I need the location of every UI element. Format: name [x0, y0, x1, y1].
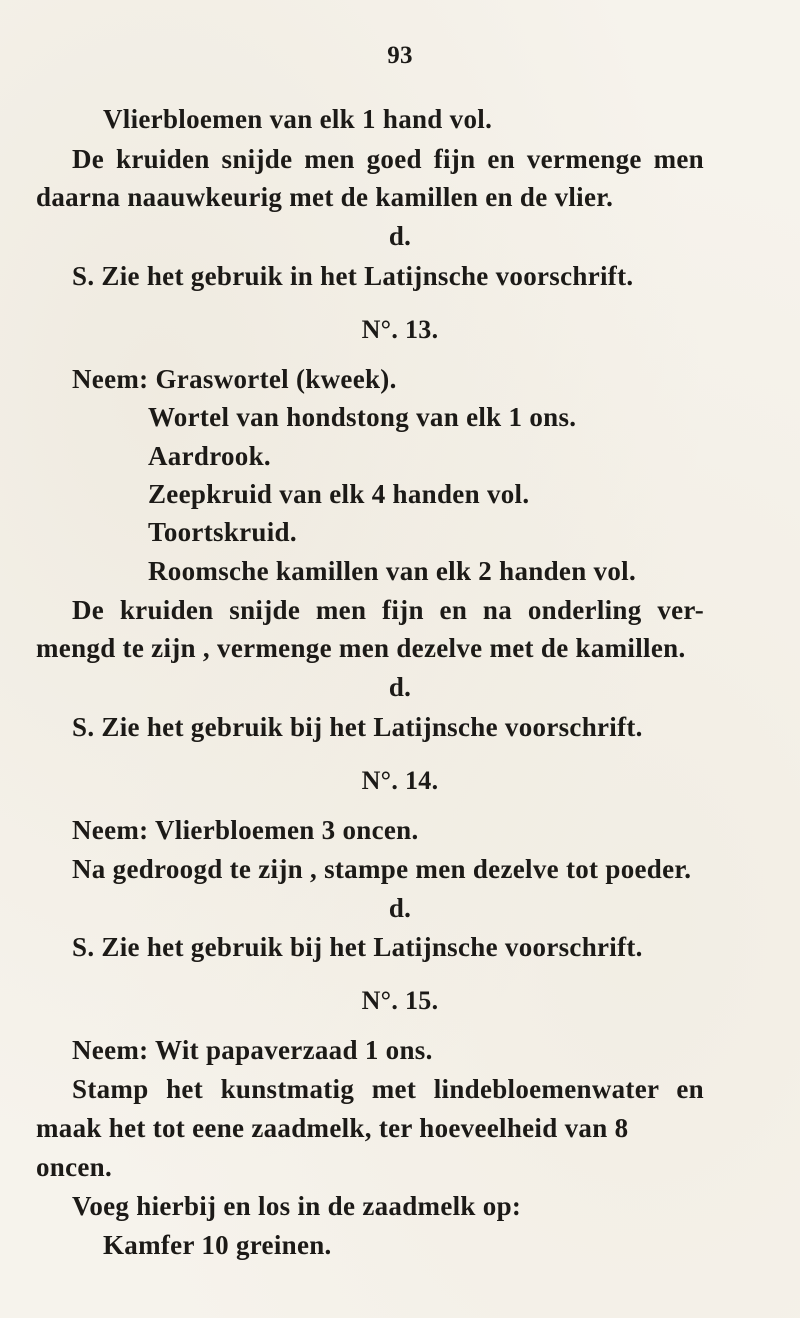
text-line: Stamp het kunstmatig met lindebloemenwater en [72, 1074, 704, 1104]
text-line: mengd te zijn , vermenge men dezelve met de kamillen. [36, 633, 686, 663]
text-line: Wortel van hondstong van elk 1 ons. [148, 402, 577, 432]
text-line: Aardrook. [148, 441, 271, 471]
text-line: Neem: Wit papaverzaad 1 ons. [72, 1035, 433, 1065]
recipe-dispense-mark: d. [388, 221, 412, 251]
text-line: Vlierbloemen van elk 1 hand vol. [103, 104, 493, 134]
page-number: 93 [387, 42, 413, 69]
text-line: De kruiden snijde men goed fijn en vermenge men [72, 144, 704, 174]
text-line: Neem: Graswortel (kweek). [72, 364, 397, 394]
text-line: daarna naauwkeurig met de kamillen en de vlier. [36, 182, 614, 212]
text-line: maak het tot eene zaadmelk, ter hoeveelheid van 8 [36, 1113, 629, 1143]
text-line: Neem: Vlierbloemen 3 oncen. [72, 815, 419, 845]
recipe-dispense-mark: d. [388, 672, 412, 702]
text-line: Roomsche kamillen van elk 2 handen vol. [148, 556, 637, 586]
text-line: De kruiden snijde men fijn en na onderling ver- [72, 595, 704, 625]
recipe-heading-15: N°. 15. [361, 986, 439, 1015]
recipe-heading-14: N°. 14. [361, 766, 439, 795]
signa-line: S. Zie het gebruik bij het Latijnsche voorschrift. [72, 712, 643, 742]
text-line: Na gedroogd te zijn , stampe men dezelve tot poeder. [72, 854, 692, 884]
text-line: oncen. [36, 1152, 113, 1182]
signa-line: S. Zie het gebruik in het Latijnsche voorschrift. [72, 261, 634, 291]
signa-line: S. Zie het gebruik bij het Latijnsche voorschrift. [72, 932, 643, 962]
text-line: Kamfer 10 greinen. [103, 1230, 332, 1260]
recipe-dispense-mark: d. [388, 893, 412, 923]
recipe-heading-13: N°. 13. [361, 315, 439, 344]
text-line: Zeepkruid van elk 4 handen vol. [148, 479, 530, 509]
text-line: Toortskruid. [148, 517, 297, 547]
text-line: Voeg hierbij en los in de zaadmelk op: [72, 1191, 522, 1221]
